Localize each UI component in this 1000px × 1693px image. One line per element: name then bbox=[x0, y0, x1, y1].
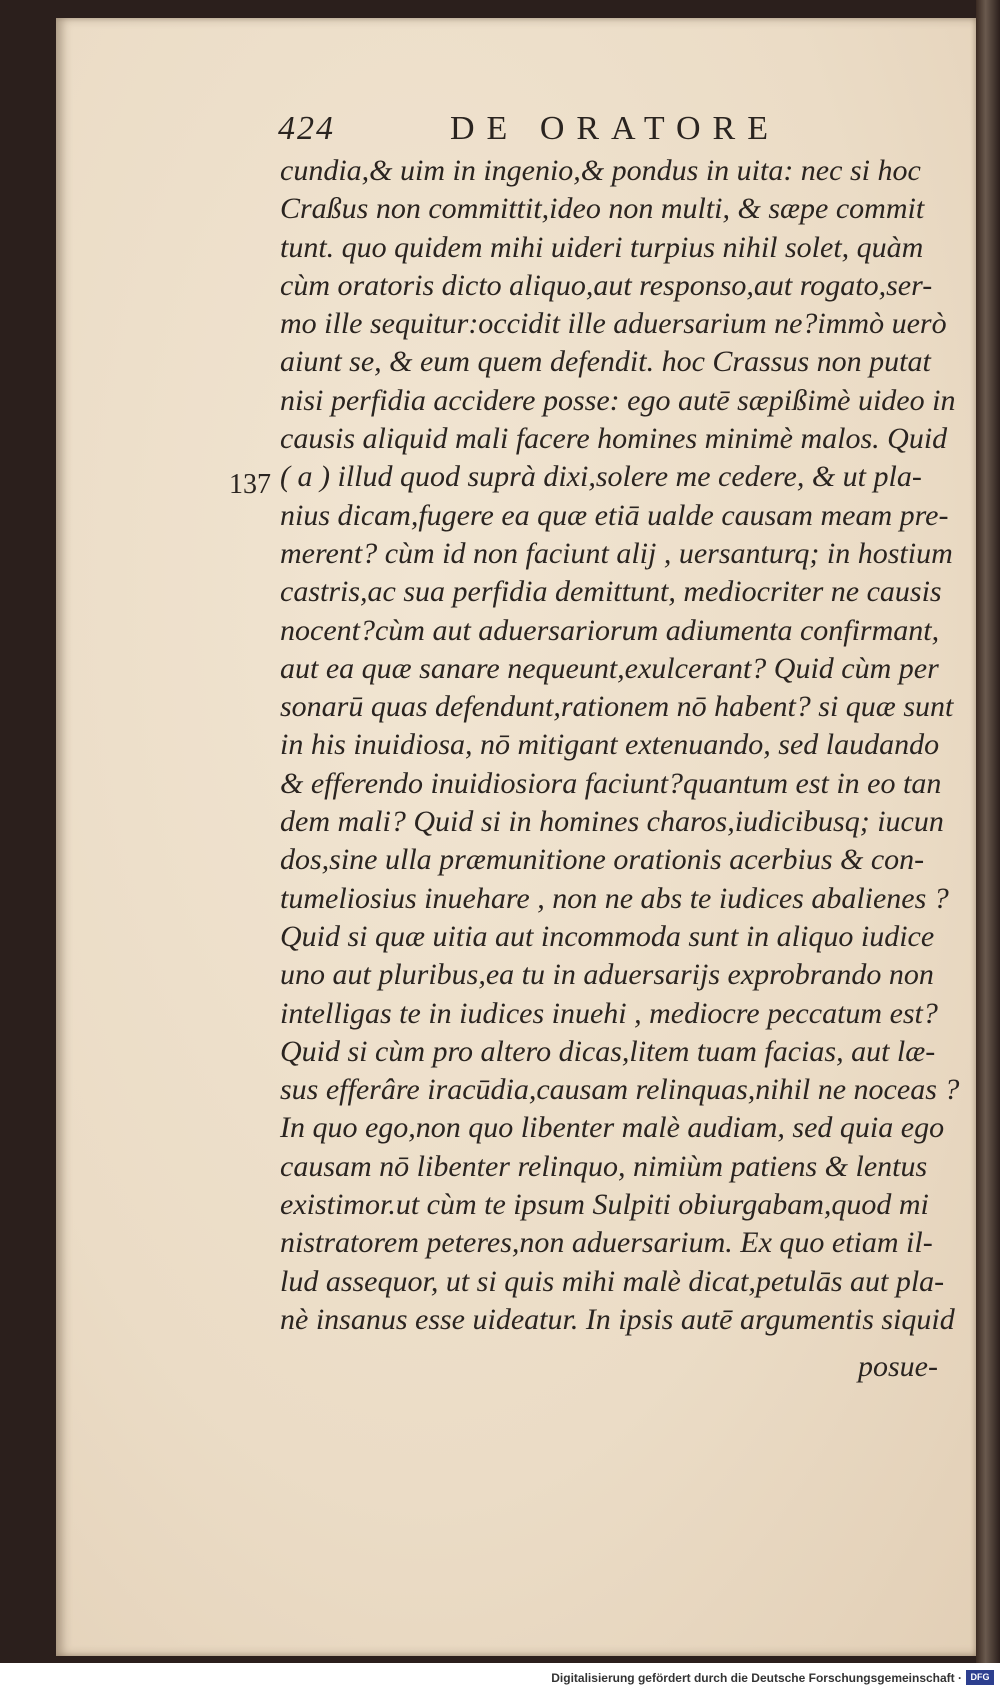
text-line: ( a ) illud quod suprà dixi,solere me cedere, & ut pla- bbox=[280, 460, 922, 494]
text-line: aut ea quæ sanare nequeunt,exulcerant? Quid cùm per bbox=[280, 651, 939, 685]
running-head bbox=[278, 110, 788, 154]
text-line: dos,sine ulla præmunitione orationis acerbius & con- bbox=[280, 843, 925, 877]
dfg-logo-icon: DFG bbox=[966, 1670, 994, 1685]
text-line: tunt. quo quidem mihi uideri turpius nihil solet, quàm bbox=[280, 230, 924, 264]
text-line: intelligas te in iudices inuehi , mediocre peccatum est? bbox=[280, 996, 938, 1030]
text-line: nè insanus esse uideatur. In ipsis autē argumentis siquid bbox=[280, 1302, 955, 1336]
text-line: merent? cùm id non faciunt alij , uersanturq; in hostium bbox=[280, 536, 953, 570]
text-line: sonarū quas defendunt,rationem nō habent? si quæ sunt bbox=[280, 690, 954, 724]
body-text bbox=[280, 152, 960, 1339]
text-line: sus efferâre iracūdia,causam relinquas,nihil ne noceas ? bbox=[280, 1073, 960, 1107]
margin-number: 137 bbox=[229, 469, 271, 500]
funding-notice: Digitalisierung gefördert durch die Deutsche Forschungsgemeinschaft · bbox=[551, 1671, 962, 1685]
text-line: in his inuidiosa, nō mitigant extenuando, sed laudando bbox=[280, 728, 940, 762]
text-line: nius dicam,fugere ea quæ etiā ualde causam meam pre- bbox=[280, 498, 949, 532]
text-line: nistratorem peteres,non aduersarium. Ex quo etiam il- bbox=[280, 1226, 933, 1260]
text-line: nocent?cùm aut aduersariorum adiumenta confirmant, bbox=[280, 613, 940, 647]
text-line: cùm oratoris dicto aliquo,aut responso,aut rogato,ser- bbox=[280, 268, 933, 302]
text-line: cundia,& uim in ingenio,& pondus in uita: nec si hoc bbox=[280, 154, 921, 187]
text-line: Craßus non committit,ideo non multi, & sæpe commit bbox=[280, 192, 925, 226]
text-line: tumeliosius inuehare , non ne abs te iudices abalienes ? bbox=[280, 881, 949, 915]
book-edge bbox=[976, 0, 1000, 1663]
running-title: DE ORATORE bbox=[450, 110, 780, 147]
text-line: mo ille sequitur:occidit ille aduersarium ne?immò uerò bbox=[280, 307, 947, 341]
text-line: lud assequor, ut si quis mihi malè dicat,petulās aut pla- bbox=[280, 1264, 945, 1298]
text-line: dem mali? Quid si in homines charos,iudicibusq; iucun bbox=[280, 805, 944, 839]
text-line: castris,ac sua perfidia demittunt, mediocriter ne causis bbox=[280, 575, 942, 609]
text-line: nisi perfidia accidere posse: ego autē sæpißimè uideo in bbox=[280, 383, 956, 417]
text-line: causis aliquid mali facere homines minimè malos. Quid bbox=[280, 422, 948, 456]
text-line: uno aut pluribus,ea tu in aduersarijs exprobrando non bbox=[280, 958, 934, 992]
text-line: aiunt se, & eum quem defendit. hoc Crassus non putat bbox=[280, 345, 931, 379]
text-line: existimor.ut cùm te ipsum Sulpiti obiurgabam,quod mi bbox=[280, 1188, 929, 1222]
text-line: causam nō libenter relinquo, nimiùm patiens & lentus bbox=[280, 1149, 928, 1183]
text-line: Quid si quæ uitia aut incommoda sunt in aliquo iudice bbox=[280, 919, 935, 953]
text-line: Quid si cùm pro altero dicas,litem tuam facias, aut læ- bbox=[280, 1034, 936, 1068]
text-line: In quo ego,non quo libenter malè audiam, sed quia ego bbox=[280, 1111, 945, 1145]
text-line: & efferendo inuidiosiora faciunt?quantum est in eo tan bbox=[280, 766, 942, 800]
page-number: 424 bbox=[278, 110, 335, 147]
catchword: posue- bbox=[858, 1350, 938, 1383]
footer-bar bbox=[0, 1663, 1000, 1693]
